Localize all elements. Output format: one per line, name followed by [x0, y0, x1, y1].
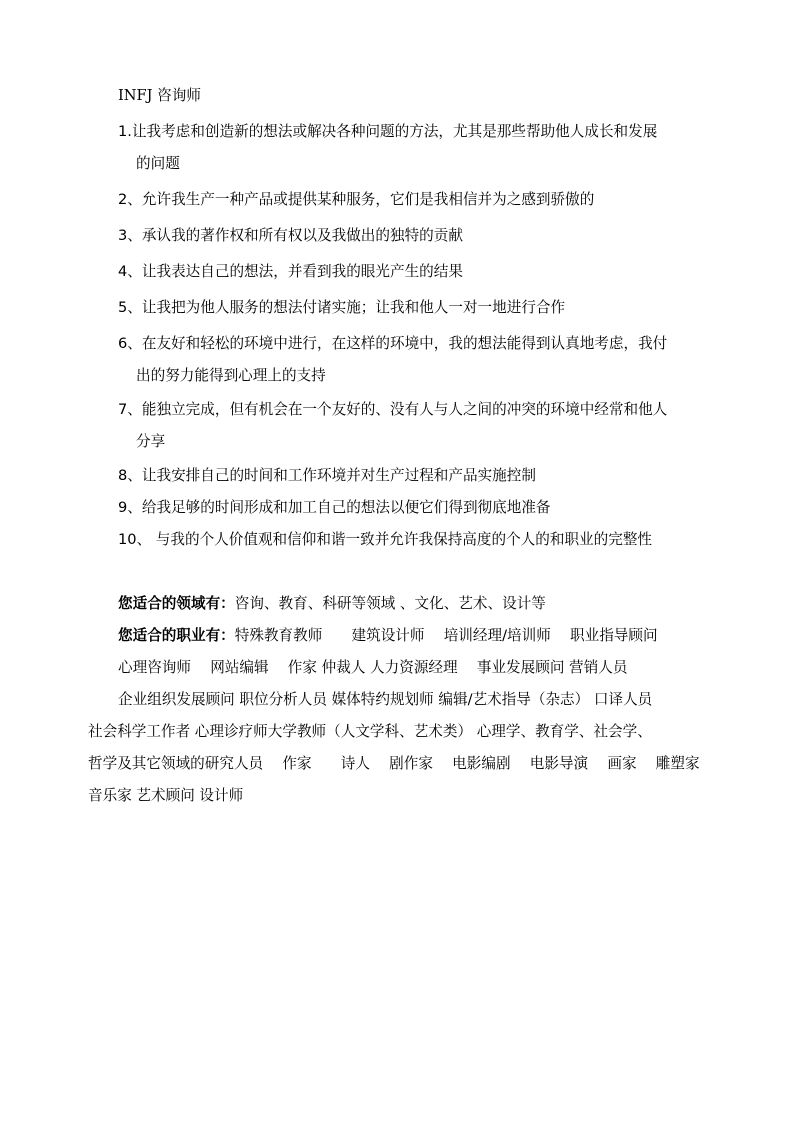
item-text: 能独立完成，但有机会在一个友好的、没有人与人之间的冲突的环境中经常和他人 — [141, 401, 668, 418]
list-item — [118, 226, 463, 246]
career-line: 哲学及其它领域的研究人员 作家 诗人 剧作家 电影编剧 电影导演 画家 雕塑家 — [88, 755, 700, 772]
item-number: 1. — [118, 123, 132, 140]
fields-label: 您适合的领域有： — [118, 595, 235, 612]
list-item — [118, 498, 551, 518]
list-item — [118, 122, 657, 142]
list-item — [118, 334, 667, 354]
item-continuation: 分享 — [136, 433, 166, 450]
item-text: 给我足够的时间形成和加工自己的想法以便它们得到彻底地准备 — [141, 499, 551, 516]
career-line: 音乐家 艺术顾问 设计师 — [88, 787, 244, 804]
list-item — [118, 530, 652, 550]
career-line: 心理咨询师 网站编辑 作家 仲裁人 人力资源经理 事业发展顾问 营销人员 — [118, 659, 628, 676]
suitable-careers — [118, 626, 658, 646]
item-number: 6、 — [118, 335, 142, 352]
fields-value: 咨询、教育、科研等领域 、文化、艺术、设计等 — [234, 595, 546, 612]
list-item — [118, 262, 463, 282]
item-number: 9、 — [118, 499, 142, 516]
career-line: 社会科学工作者 心理诊疗师大学教师（人文学科、艺术类） 心理学、教育学、社会学、 — [88, 723, 652, 740]
item-number: 5、 — [118, 299, 142, 316]
item-number: 4、 — [118, 263, 142, 280]
title-type-name: 咨询师 — [157, 87, 201, 104]
item-text: 让我表达自己的想法，并看到我的眼光产生的结果 — [141, 263, 463, 280]
item-text: 在友好和轻松的环境中进行，在这样的环境中，我的想法能得到认真地考虑，我付 — [141, 335, 668, 352]
suitable-fields — [118, 594, 546, 614]
title-type-code: INFJ — [118, 87, 158, 104]
list-item — [118, 190, 594, 210]
careers-label: 您适合的职业有： — [118, 627, 235, 644]
item-text: 与我的个人价值观和信仰和谐一致并允许我保持高度的个人的和职业的完整性 — [151, 531, 653, 548]
item-number: 10、 — [118, 531, 152, 548]
page-title — [118, 86, 201, 106]
item-continuation: 的问题 — [136, 155, 180, 172]
item-number: 8、 — [118, 467, 142, 484]
item-text: 承认我的著作权和所有权以及我做出的独特的贡献 — [141, 227, 463, 244]
list-item — [118, 400, 667, 420]
item-number: 3、 — [118, 227, 142, 244]
item-text: 让我考虑和创造新的想法或解决各种问题的方法，尤其是那些帮助他人成长和发展 — [131, 123, 658, 140]
item-number: 7、 — [118, 401, 142, 418]
item-text: 让我安排自己的时间和工作环境并对生产过程和产品实施控制 — [141, 467, 536, 484]
item-continuation: 出的努力能得到心理上的支持 — [136, 367, 326, 384]
list-item — [118, 298, 565, 318]
career-line: 特殊教育教师 建筑设计师 培训经理/培训师 职业指导顾问 — [234, 627, 658, 644]
item-text: 让我把为他人服务的想法付诸实施；让我和他人一对一地进行合作 — [141, 299, 566, 316]
list-item — [118, 466, 536, 486]
career-line: 企业组织发展顾问 职位分析人员 媒体特约规划师 编辑/艺术指导（杂志） 口译人员 — [118, 691, 653, 708]
item-text: 允许我生产一种产品或提供某种服务，它们是我相信并为之感到骄傲的 — [141, 191, 595, 208]
item-number: 2、 — [118, 191, 142, 208]
